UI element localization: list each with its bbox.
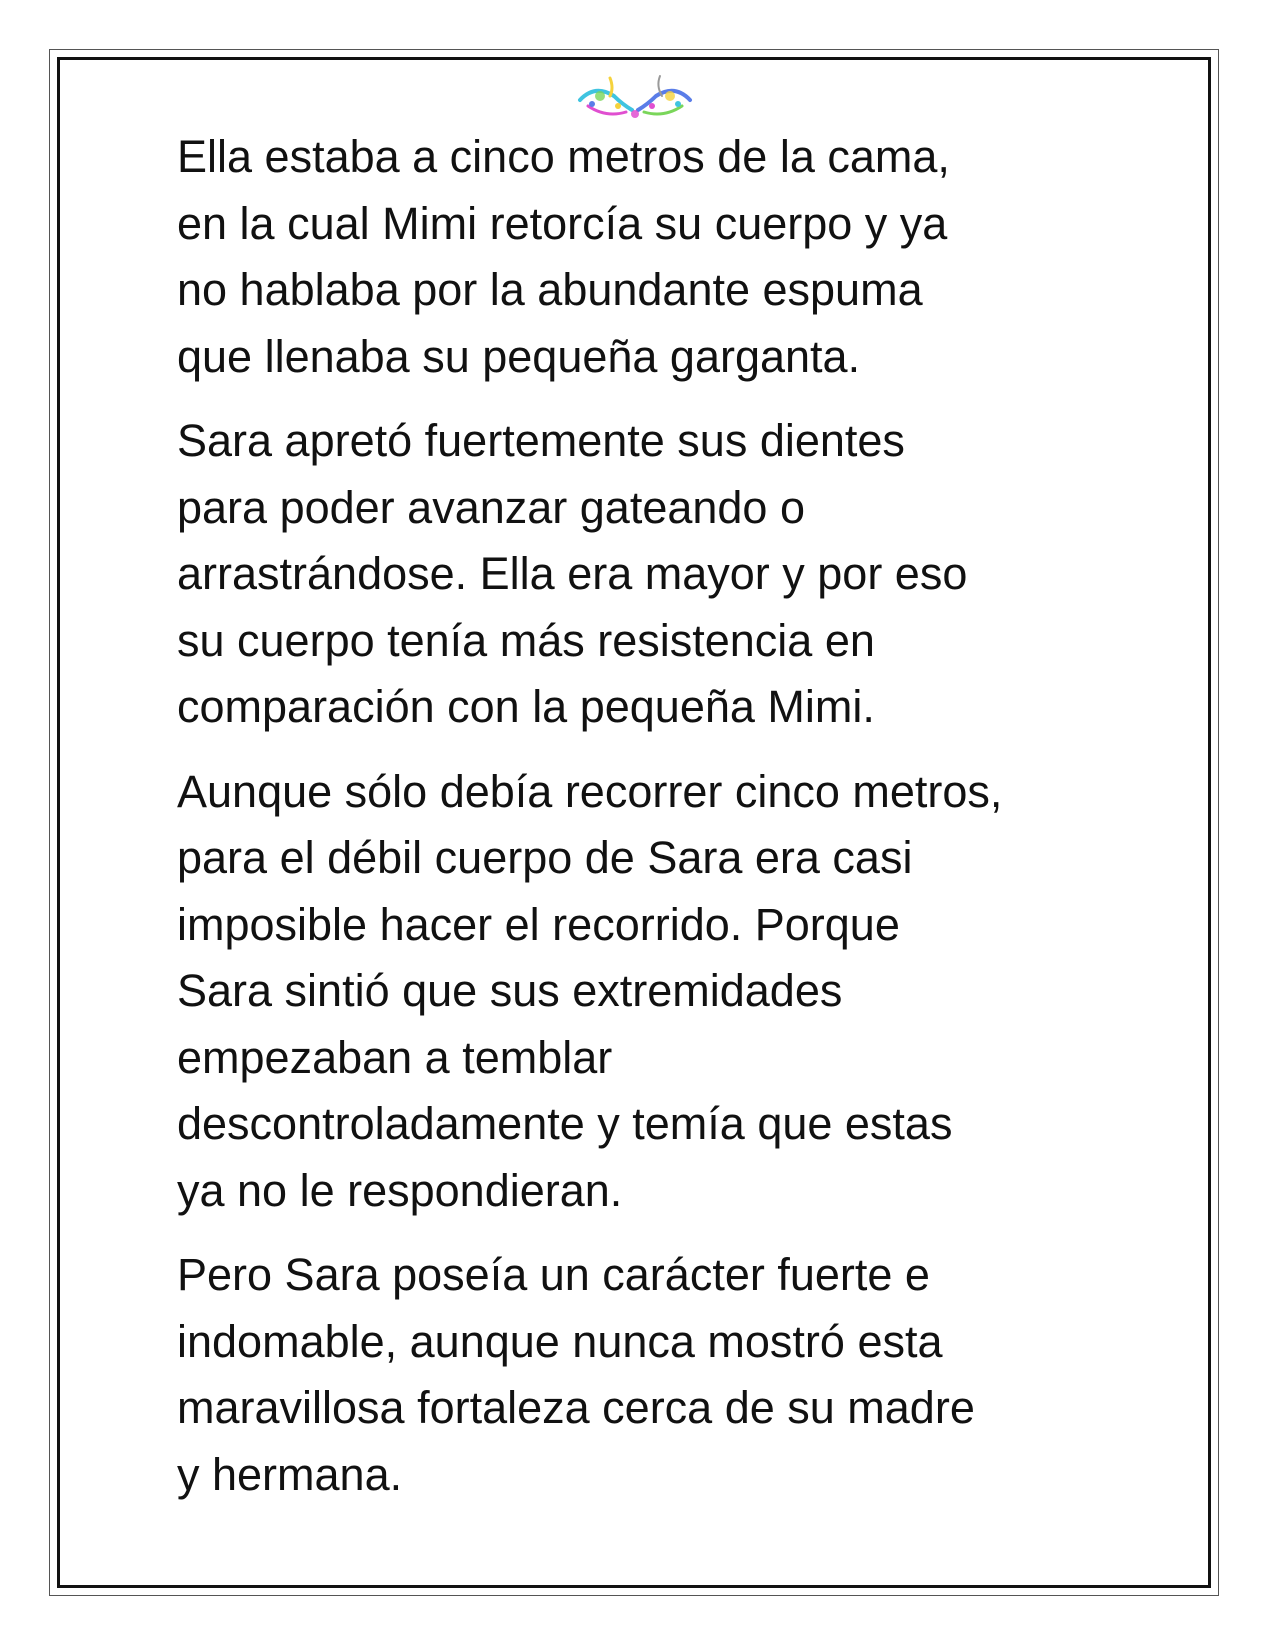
text-line: indomable, aunque nunca mostró esta bbox=[177, 1315, 943, 1367]
text-line: Sara sintió que sus extremidades bbox=[177, 965, 843, 1016]
text-line: no hablaba por la abundante espuma bbox=[177, 264, 923, 315]
text-line: Ella estaba a cinco metros de la cama, bbox=[177, 131, 950, 182]
text-line: y hermana. bbox=[177, 1448, 403, 1500]
paragraph-1 bbox=[177, 124, 1137, 390]
paragraph-3 bbox=[177, 759, 1137, 1225]
text-line: imposible hacer el recorrido. Porque bbox=[177, 898, 900, 950]
text-line: que llenaba su pequeña garganta. bbox=[177, 330, 861, 382]
paragraph-4 bbox=[177, 1242, 1137, 1508]
text-line: ya no le respondieran. bbox=[177, 1164, 623, 1216]
text-line: maravillosa fortaleza cerca de su madre bbox=[177, 1382, 975, 1433]
paragraph-2 bbox=[177, 408, 1137, 741]
text-line: su cuerpo tenía más resistencia en bbox=[177, 614, 875, 666]
text-line: Aunque sólo debía recorrer cinco metros, bbox=[177, 765, 1003, 817]
text-line: comparación con la pequeña Mimi. bbox=[177, 681, 875, 732]
text-line: Sara apretó fuertemente sus dientes bbox=[177, 415, 905, 466]
text-line: para el débil cuerpo de Sara era casi bbox=[177, 832, 913, 883]
text-line: para poder avanzar gateando o bbox=[177, 481, 805, 533]
text-line: en la cual Mimi retorcía su cuerpo y ya bbox=[177, 197, 948, 249]
story-text bbox=[177, 124, 1137, 1526]
floral-ornament-icon bbox=[570, 70, 700, 125]
text-line: descontroladamente y temía que estas bbox=[177, 1098, 953, 1149]
text-line: empezaban a temblar bbox=[177, 1031, 613, 1083]
text-line: Pero Sara poseía un carácter fuerte e bbox=[177, 1249, 930, 1300]
text-line: arrastrándose. Ella era mayor y por eso bbox=[177, 548, 968, 599]
